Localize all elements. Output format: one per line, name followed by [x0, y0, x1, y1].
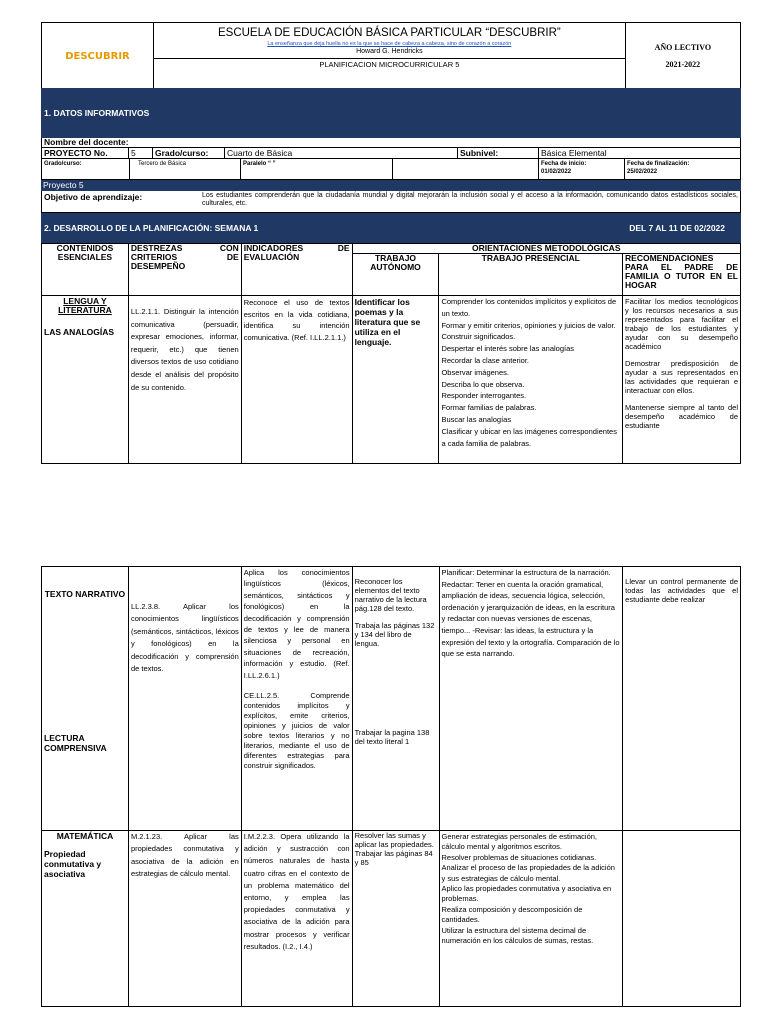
grade2-value: Tercero de Básica [129, 159, 186, 179]
objetivo-text: Los estudiantes comprenderán que la ciudadanía mundial y digital mejorarán la inclusión social y el acceso a la información, comunicando datos estadísticos sociales, culturales, etc. [202, 192, 738, 207]
grade-label: Grado/curso: [152, 148, 208, 158]
teacher-label: Nombre del docente: [41, 138, 741, 148]
recom-item: Mantenerse siempre al tanto del desempeño académico de estudiante [625, 403, 738, 430]
indicador-text: Aplica los conocimientos lingüísticos (léxicos, semánticos, sintácticos y fonológicos) en la decodificación y comprensión de textos y lee de manera silenciosa y personal en situaciones de recreación, información y estudio. (Ref. I.LL.2.6.1.) [243, 568, 350, 680]
indicador-text: CE.LL.2.5. Comprende contenidos implícitos y explícitos, emite criterios, opiniones y juicios de valor sobre textos literarios y no literarios, mediante el uso de diferentes estrategias para construir significados. [243, 691, 350, 771]
destreza-cell: LL.2.1.1. Distinguir la intención comunicativa (persuadir, expresar emociones, informar, requerir, etc.) que tienen diversos textos de uso cotidiano desde el análisis del propósito de su contenido. [128, 296, 241, 464]
paralelo-label: Paralelo “ ” [240, 159, 276, 179]
autonomo-cell [352, 567, 439, 831]
start-value: 01/02/2022 [541, 169, 572, 175]
table-row [42, 831, 741, 1007]
presencial-item: Realiza composición y descomposición de cantidades. [441, 904, 583, 925]
presencial-item: Observar imágenes. [441, 367, 509, 377]
page-top [41, 22, 741, 464]
section2-dates: DEL 7 AL 11 DE 02/2022 [629, 223, 725, 233]
table-row [42, 296, 741, 464]
subject-lengua: LENGUA Y LITERATURA [58, 296, 112, 315]
autonomo-cell: Identificar los poemas y la literatura que se utiliza en el lenguaje. [352, 296, 439, 464]
sublevel-value: Básica Elemental [538, 148, 607, 158]
start-label: Fecha de inicio: [541, 161, 587, 167]
logo-cell [42, 23, 154, 89]
year-label: AÑO LECTIVO [654, 42, 712, 52]
year-value: 2021-2022 [665, 59, 701, 69]
presencial-item: Resolver problemas de situaciones cotidianas. [441, 852, 597, 862]
project-no: 5 [128, 148, 136, 158]
title-cell [154, 23, 626, 89]
section2-title-bar [41, 213, 741, 243]
topic-analogias: LAS ANALOGÍAS [44, 327, 115, 337]
grade2-label: Grado/curso: [44, 161, 82, 167]
presencial-item: Formar familias de palabras. [441, 403, 537, 413]
project-label: PROYECTO No. [44, 148, 108, 158]
presencial-item: Analizar el proceso de las propiedades de la adición y sus estrategias de cálculo mental. [441, 863, 615, 883]
autonomo-text: Reconocer los elementos del texto narrativo de la lectura pág.128 del texto. [354, 577, 427, 613]
presencial-item: Recordar la clase anterior. [441, 355, 529, 365]
presencial-cell [439, 831, 623, 1007]
recom-item: Demostrar predisposición de ayudar a sus representados en las actividades que requieran e interactuar con ellos. [625, 359, 738, 395]
end-value: 25/02/2022 [627, 169, 658, 175]
motto-author: Howard G. Hendricks [356, 48, 423, 55]
indicador-cell: I.M.2.2.3. Opera utilizando la adición y sustracción con números naturales de hasta cuatro cifras en el contexto de un problema matemático del entorno, y emplea las propiedades conmutativa y asociativa de la adición para mostrar procesos y verificar resultados. (I.2., I.4.) [241, 831, 352, 1007]
course-divider [392, 159, 393, 179]
topic-propiedad: Propiedad conmutativa y asociativa [44, 849, 102, 879]
col-destrezas: DESTREZAS CON CRITERIOS DE DESEMPEÑO [128, 244, 241, 296]
recom-cell-empty [623, 831, 741, 1007]
presencial-item: Responder interrogantes. [441, 391, 527, 401]
presencial-item: Aplico las propiedades conmutativa y asociativa en problemas. [441, 884, 612, 904]
destreza-cell: M.2.1.23. Aplicar las propiedades conmutativa y asociativa de la adición en estrategias de cálculo mental. [128, 831, 241, 1007]
presencial-item: Generar estrategias personales de estimación, cálculo mental y algoritmos escritos. [441, 832, 598, 852]
recom-item: Facilitar los medios tecnológicos y los recursos necesarios a sus representados para facilitar el trabajo de los estudiantes y ayudar con su desempeño académico [625, 297, 738, 351]
section1-title: 1. DATOS INFORMATIVOS [41, 88, 741, 138]
subject-cell [42, 296, 129, 464]
motto: La enseñanza que deja huella no es la que se hace de cabeza a cabeza, sino de corazón a corazón [267, 41, 512, 47]
subject-cell [42, 831, 129, 1007]
subject-matematica: MATEMÁTICA [56, 831, 114, 841]
autonomo-text: Trabajar la pagina 138 del texto literal 1 [354, 728, 430, 746]
year-cell [625, 23, 740, 89]
project-row [41, 148, 741, 159]
school-name: ESCUELA DE EDUCACIÓN BÁSICA PARTICULAR “DESCUBRIR” [217, 27, 561, 39]
sublevel-label: Subnivel: [457, 148, 498, 158]
grade-value: Cuarto de Básica [224, 148, 292, 158]
school-logo [44, 46, 151, 66]
col-autonomo: TRABAJO AUTÓNOMO [352, 254, 439, 296]
col-orientaciones: ORIENTACIONES METODOLÓGICAS [352, 244, 740, 254]
objetivo-label: Objetivo de aprendizaje: [44, 192, 143, 202]
plan-table-2 [41, 566, 741, 1007]
presencial-item: Formar y emitir criterios, opiniones y juicios de valor. [441, 320, 616, 330]
autonomo-text: Trabaja las páginas 132 y 134 del libro de lengua. [354, 621, 435, 648]
course-row [41, 159, 741, 180]
start-date [538, 159, 624, 179]
header-table [41, 22, 741, 89]
presencial-item: Buscar las analogías [441, 414, 512, 424]
objective-row [41, 191, 741, 213]
subject-lectura: LECTURA COMPRENSIVA [44, 733, 107, 753]
plan-table-1 [41, 243, 741, 464]
section2-title: 2. DESARROLLO DE LA PLANIFICACIÓN: SEMANA 1 [44, 223, 259, 233]
presencial-item: Describa lo que observa. [441, 379, 525, 389]
subject-texto: TEXTO NARRATIVO [44, 589, 126, 599]
recom-cell [623, 296, 741, 464]
col-presencial: TRABAJO PRESENCIAL [439, 254, 623, 296]
end-date [624, 159, 742, 179]
presencial-item: Construir significados. [441, 332, 516, 342]
indicador-cell [241, 567, 352, 831]
autonomo-cell: Resolver las sumas y aplicar las propiedades. Trabajar las páginas 84 y 85 [352, 831, 439, 1007]
presencial-item: Utilizar la estructura del sistema decimal de numeración en los cálculos de sumas, restas. [441, 925, 594, 946]
col-indicadores: INDICADORES DE EVALUACIÓN [241, 244, 352, 296]
col-recomendaciones: RECOMENDACIONES PARA EL PADRE DE FAMILIA O TUTOR EN EL HOGAR [623, 254, 741, 296]
table-row [42, 567, 741, 831]
subject-cell [42, 567, 129, 831]
presencial-item: Comprender los contenidos implícitos y explícitos de un texto. [441, 297, 617, 318]
presencial-item: Clasificar y ubicar en las imágenes correspondientes a cada familia de palabras. [441, 426, 617, 448]
recom-cell: Llevar un control permanente de todas las actividades que el estudiante debe realizar [623, 567, 741, 831]
destreza-cell: LL.2.3.8. Aplicar los conocimientos lingüísticos (semánticos, sintácticos, léxicos y fonológicos) en la decodificación y comprensión de textos. [128, 567, 241, 831]
col-contenidos: CONTENIDOS ESENCIALES [42, 244, 129, 296]
indicador-cell: Reconoce el uso de textos escritos en la vida cotidiana, identifica su intención comunicativa. (Ref. I.LL.2.1.1.) [241, 296, 352, 464]
end-label: Fecha de finalización: [627, 161, 690, 167]
presencial-cell: Planificar: Determinar la estructura de la narración. Redactar: Tener en cuenta la oración gramatical, ampliación de ideas, secuencia lógica, selección, ordenación y jerarquización de ideas, en la escritura y redactar con nuevas versiones de escenas, tiempo... -Revisar: las ideas, la estructura y la expresión del texto y la ortografía. Comparación de lo que se esta narrando. [439, 567, 623, 831]
proyecto-label: Proyecto 5 [41, 180, 741, 191]
logo-text: DESCUBRIR [65, 50, 130, 62]
presencial-item: Despertar el interés sobre las analogías [441, 344, 575, 354]
presencial-cell [439, 296, 623, 464]
plan-title: PLANIFICACION MICROCURRICULAR 5 [154, 58, 625, 69]
